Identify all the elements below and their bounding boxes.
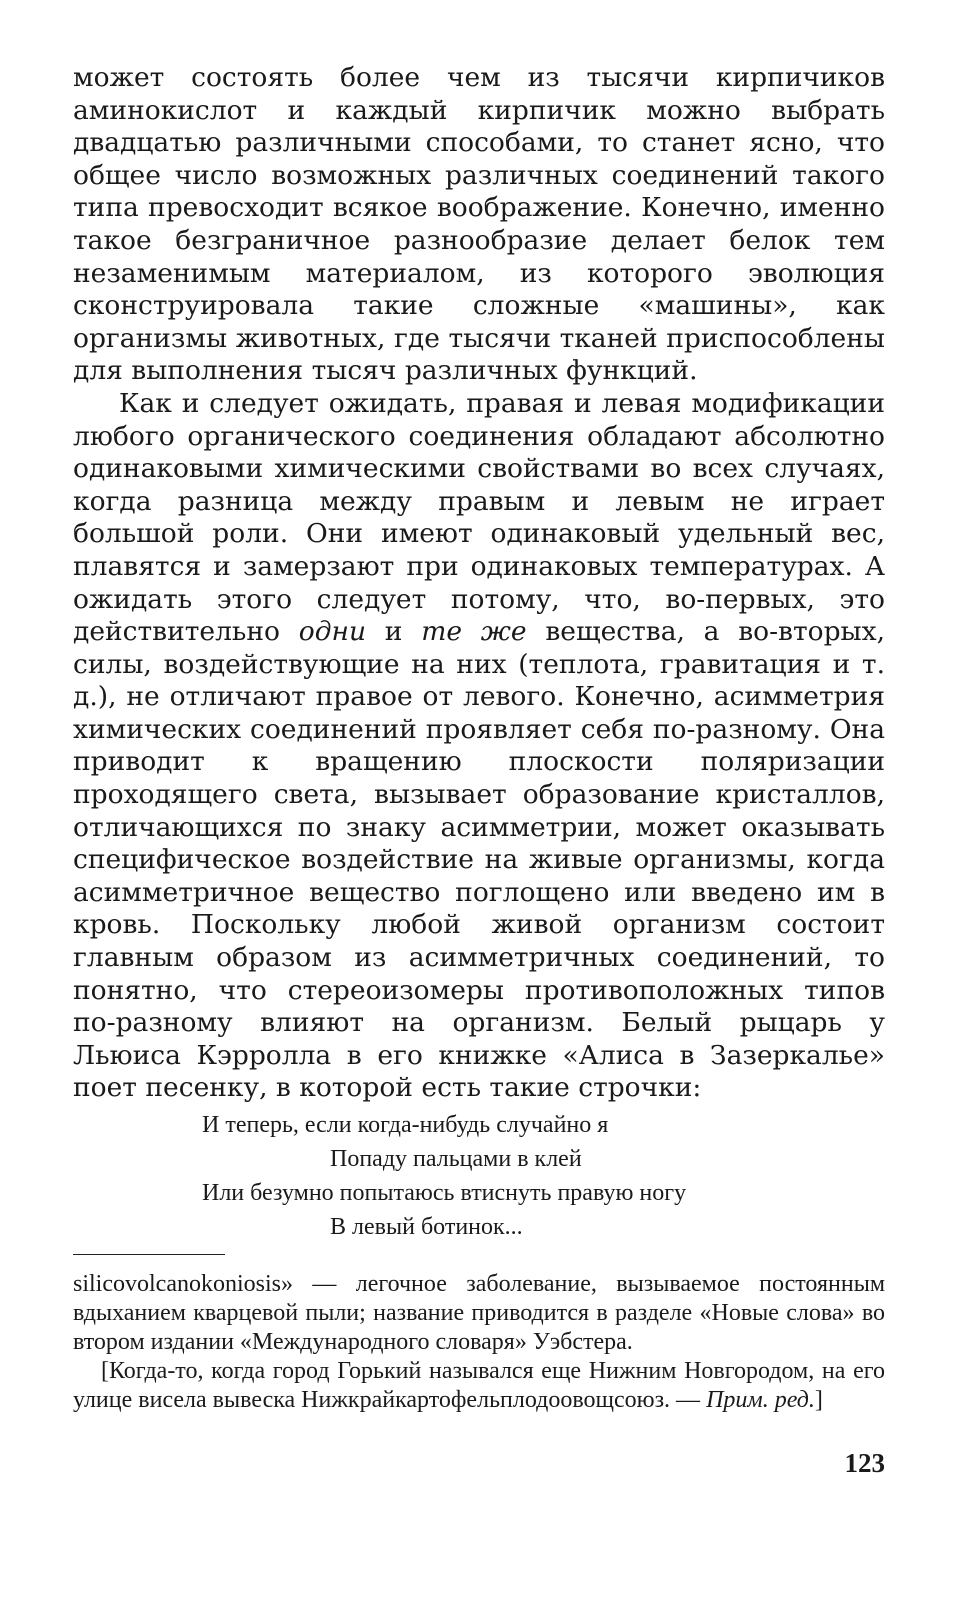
paragraph-1: может состоять более чем из тысячи кирпичиков аминокислот и каждый кирпичик можно выбрать двадцатью различными способами, то станет ясно, что общее число возможных различных соединений такого типа превосходит всякое воображение. Конечно, именно такое безграничное разнообразие делает белок тем незаменимым материалом, из которого эволюция сконструировала такие сложные «машины», как организмы животных, где тысячи тканей приспособлены для выполнения тысяч различных функций.	[73, 62, 885, 387]
footnote-2-end: ]	[814, 1387, 823, 1413]
footnote-2-text: [Когда-то, когда город Горький назывался еще Нижним Новгородом, на его улице висела вывеска Нижкрайкартофельплодоовощсоюз. —	[73, 1358, 885, 1413]
footnote-2-editor-note: Прим. ред.	[706, 1387, 815, 1413]
footnote-divider	[73, 1254, 225, 1255]
verse-line-4: В левый ботинок...	[330, 1214, 523, 1240]
paragraph-2	[73, 388, 885, 1105]
paragraph-2-part-1: Как и следует ожидать, правая и левая модификации любого органического соединения обладают абсолютно одинаковыми химическими свойствами во всех случаях, когда разница между правым и левым не играет большой роли. Они имеют одинаковый удельный вес, плавятся и замерзают при одинаковых температурах. А ожидать этого следует потому, что, во-первых, это действительно	[73, 387, 885, 648]
paragraph-2-part-2: и	[366, 616, 422, 648]
page-number: 123	[844, 1448, 885, 1478]
paragraph-2-italic-2: те же	[421, 616, 527, 648]
paragraph-2-italic-1: одни	[298, 616, 367, 648]
verse-line-2: Попаду пальцами в клей	[330, 1146, 582, 1172]
footnote-2	[73, 1357, 885, 1415]
footnote-1: silicovolcanokoniosis» — легочное заболевание, вызываемое постоянным вдыханием кварцевой пыли; название приводится в разделе «Новые слова» во втором издании «Международного словаря» Уэбстера.	[73, 1271, 885, 1355]
verse-line-1: И теперь, если когда-нибудь случайно я	[202, 1112, 609, 1138]
main-text	[73, 62, 885, 1105]
paragraph-2-part-3: вещества, а во-вторых, силы, воздействующие на них (теплота, гравитация и т. д.), не отличают правое от левого. Конечно, асимметрия химических соединений проявляет себя по-разному. Она приводит к вращению плоскости поляризации проходящего света, вызывает образование кристаллов, отличающихся по знаку асимметрии, может оказывать специфическое воздействие на живые организмы, когда асимметричное вещество поглощено или введено им в кровь. Поскольку любой живой организм состоит главным образом из асимметричных соединений, то понятно, что стереоизомеры противоположных типов по-разному влияют на организм. Белый рыцарь у Льюиса Кэрролла в его книжке «Алиса в Зазеркалье» поет песенку, в которой есть такие строчки:	[73, 616, 886, 1104]
footnotes	[73, 1270, 885, 1415]
verse-line-3: Или безумно попытаюсь втиснуть правую ногу	[202, 1180, 687, 1206]
